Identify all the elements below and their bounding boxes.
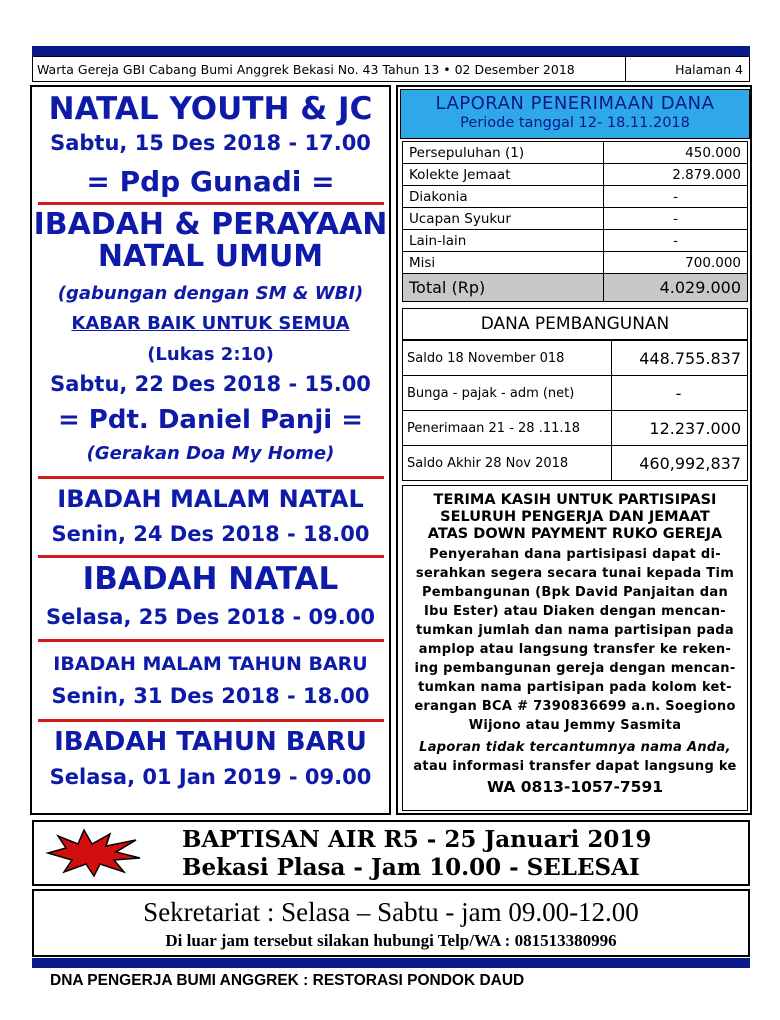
umum-org: (Gerakan Doa My Home) [86, 443, 335, 464]
laporan-header [400, 89, 750, 139]
whatsapp-number: WA 0813-1057-7591 [486, 778, 664, 796]
table-row [403, 164, 748, 186]
divider [38, 639, 384, 642]
table-row [403, 252, 748, 274]
natal-date: Selasa, 25 Des 2018 - 09.00 [46, 605, 375, 629]
dana-table [402, 340, 748, 481]
footer-motto: DNA PENGERJA BUMI ANGGREK : RESTORASI PONDOK DAUD [50, 972, 525, 989]
row-label: Lain-lain [403, 230, 604, 252]
total-row [403, 274, 748, 302]
thanks-body: atau informasi transfer dapat langsung ke [413, 759, 737, 774]
thanks-body: ing pembangunan gereja dengan mencan- [414, 661, 736, 676]
secretariat-hours: Sekretariat : Selasa – Sabtu - jam 09.00-12.00 [143, 897, 639, 927]
thanks-body: erangan BCA # 7390836699 a.n. Soegiono [414, 699, 736, 714]
thanks-body: tumkan jumlah dan nama partisipan pada [416, 623, 734, 638]
thanks-heading: TERIMA KASIH UNTUK PARTISIPASI [433, 492, 717, 508]
newsletter-issue-line: Warta Gereja GBI Cabang Bumi Anggrek Bekasi No. 43 Tahun 13 • 02 Desember 2018 [37, 61, 575, 77]
row-value: - [604, 186, 748, 208]
row-value: 2.879.000 [604, 164, 748, 186]
top-rule [32, 46, 750, 56]
newsletter-header [32, 56, 750, 82]
table-row [403, 376, 748, 411]
row-value: - [604, 208, 748, 230]
row-label: Kolekte Jemaat [403, 164, 604, 186]
row-value: - [604, 230, 748, 252]
row-label: Bunga - pajak - adm (net) [403, 376, 612, 411]
finance-panel [396, 85, 752, 815]
divider [38, 719, 384, 722]
table-row [403, 186, 748, 208]
row-value: 12.237.000 [612, 411, 748, 446]
malam-natal-title: IBADAH MALAM NATAL [57, 485, 364, 513]
thanks-notice [402, 485, 748, 811]
table-row [403, 230, 748, 252]
table-row [403, 208, 748, 230]
thanks-heading: SELURUH PENGERJA DAN JEMAAT [440, 509, 710, 525]
umum-date: Sabtu, 22 Des 2018 - 15.00 [50, 372, 371, 396]
red-starburst-icon [44, 828, 144, 878]
secretariat-notice [32, 889, 750, 957]
baptism-line-2: Bekasi Plasa - Jam 10.00 - SELESAI [182, 854, 640, 881]
row-label: Penerimaan 21 - 28 .11.18 [403, 411, 612, 446]
umum-title-1: IBADAH & PERAYAAN [33, 207, 388, 242]
row-label: Ucapan Syukur [403, 208, 604, 230]
row-value: 448.755.837 [612, 341, 748, 376]
thanks-body: Pembangunan (Bpk David Panjaitan dan [421, 585, 729, 600]
umum-theme: KABAR BAIK UNTUK SEMUA [71, 313, 350, 334]
thanks-body: tumkan nama partisipan pada kolom ket- [418, 680, 732, 695]
umum-speaker: = Pdt. Daniel Panji = [57, 405, 364, 435]
row-value: 460,992,837 [612, 446, 748, 481]
thanks-body: Wijono atau Jemmy Sasmita [468, 718, 682, 733]
divider [38, 202, 384, 205]
table-row [403, 142, 748, 164]
table-row [403, 341, 748, 376]
events-panel [30, 85, 391, 815]
youth-speaker: = Pdp Gunadi = [86, 165, 335, 198]
laporan-period: Periode tanggal 12- 18.11.2018 [460, 115, 690, 131]
row-label: Misi [403, 252, 604, 274]
umum-note: (gabungan dengan SM & WBI) [57, 283, 364, 304]
umum-title-2: NATAL UMUM [97, 239, 324, 274]
total-value: 4.029.000 [604, 274, 748, 302]
laporan-title: LAPORAN PENERIMAAN DANA [435, 93, 715, 114]
thanks-body: serahkan segera secara tunai kepada Tim [415, 566, 735, 581]
row-value: 450.000 [604, 142, 748, 164]
thanks-body: Laporan tidak tercantumnya nama Anda, [419, 740, 731, 755]
malam-natal-date: Senin, 24 Des 2018 - 18.00 [51, 522, 370, 546]
divider [38, 476, 384, 479]
tahun-baru-title: IBADAH TAHUN BARU [54, 727, 367, 757]
thanks-body: Ibu Ester) atau Diaken dengan mencan- [424, 604, 726, 619]
row-value: 700.000 [604, 252, 748, 274]
youth-title: NATAL YOUTH & JC [48, 91, 373, 127]
youth-date: Sabtu, 15 Des 2018 - 17.00 [50, 131, 371, 155]
malam-tahun-baru-date: Senin, 31 Des 2018 - 18.00 [51, 684, 370, 708]
table-row [403, 446, 748, 481]
row-label: Saldo Akhir 28 Nov 2018 [403, 446, 612, 481]
thanks-body: Penyerahan dana partisipasi dapat di- [429, 547, 721, 562]
divider [38, 555, 384, 558]
secretariat-contact: Di luar jam tersebut silakan hubungi Telp/WA : 081513380996 [165, 931, 617, 950]
row-label: Persepuluhan (1) [403, 142, 604, 164]
tahun-baru-date: Selasa, 01 Jan 2019 - 09.00 [49, 765, 372, 789]
laporan-table [402, 141, 748, 302]
row-label: Saldo 18 November 018 [403, 341, 612, 376]
baptism-line-1: BAPTISAN AIR R5 - 25 Januari 2019 [182, 826, 652, 853]
bottom-rule [32, 958, 750, 968]
total-label: Total (Rp) [403, 274, 604, 302]
row-value: - [612, 376, 748, 411]
row-label: Diakonia [403, 186, 604, 208]
table-row [403, 411, 748, 446]
dana-title: DANA PEMBANGUNAN [402, 308, 748, 340]
page-number: Halaman 4 [625, 57, 749, 81]
baptism-notice [32, 820, 750, 886]
thanks-heading: ATAS DOWN PAYMENT RUKO GEREJA [427, 526, 723, 542]
umum-verse: (Lukas 2:10) [147, 344, 274, 365]
malam-tahun-baru-title: IBADAH MALAM TAHUN BARU [53, 653, 368, 675]
natal-title: IBADAH NATAL [82, 561, 339, 597]
thanks-body: amplop atau langsung transfer ke reken- [418, 642, 732, 657]
